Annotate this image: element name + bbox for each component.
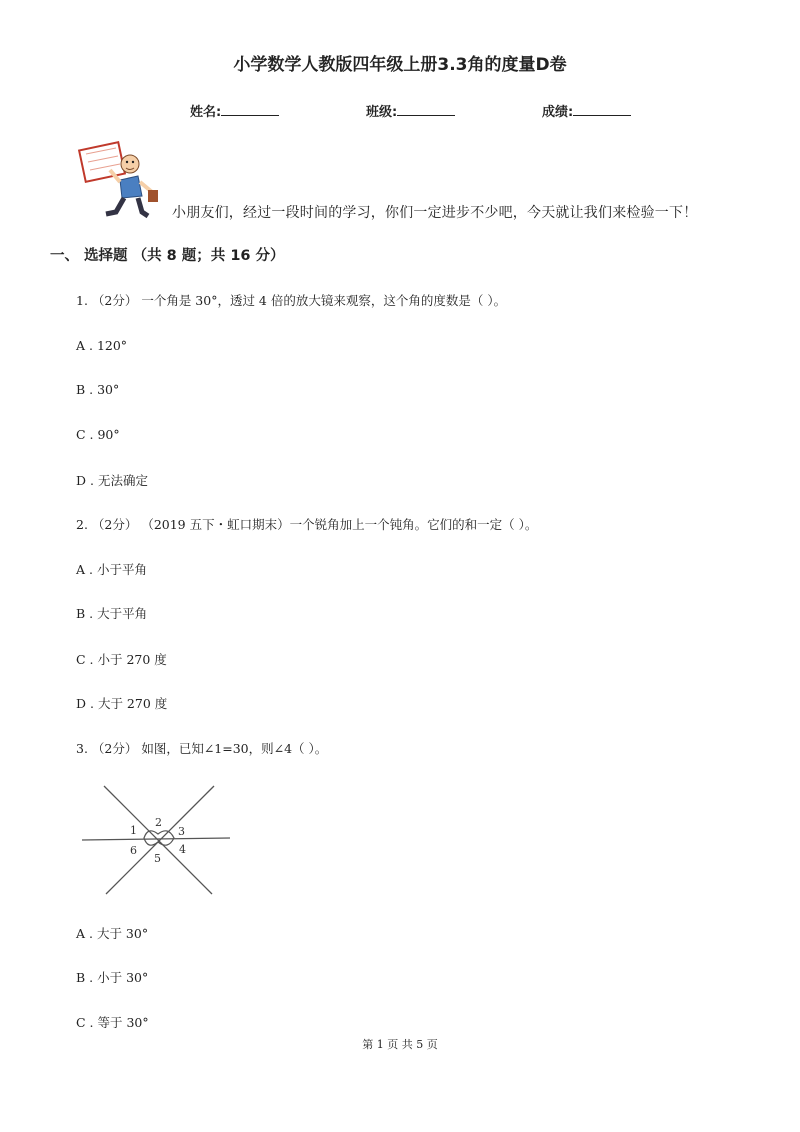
question-2-option-a[interactable]: A . 小于平角 — [76, 562, 147, 577]
section-heading: 一、 选择题 （共 8 题；共 16 分） — [50, 248, 285, 264]
angle-label-6: 6 — [130, 844, 137, 857]
score-field — [542, 101, 631, 120]
score-blank — [573, 104, 631, 116]
name-field — [190, 101, 279, 120]
question-1-stem: 1. （2分） 一个角是 30°，透过 4 倍的放大镜来观察，这个角的度数是（ ）。 — [76, 293, 507, 308]
question-3-option-a[interactable]: A . 大于 30° — [76, 926, 149, 941]
angle-label-1: 1 — [130, 824, 137, 837]
question-2-option-b[interactable]: B . 大于平角 — [76, 606, 148, 621]
question-3-option-b[interactable]: B . 小于 30° — [76, 970, 149, 985]
question-3-option-c[interactable]: C . 等于 30° — [76, 1015, 149, 1030]
question-2-stem: 2. （2分） （2019 五下・虹口期末）一个锐角加上一个钝角。它们的和一定（ ）。 — [76, 517, 538, 532]
class-field — [366, 101, 455, 120]
angle-label-4: 4 — [179, 843, 186, 856]
score-label: 成绩: — [542, 105, 574, 120]
question-3-stem: 3. （2分） 如图，已知∠1=30，则∠4（ ）。 — [76, 741, 328, 756]
question-2-option-c[interactable]: C . 小于 270 度 — [76, 652, 167, 667]
angle-label-5: 5 — [154, 852, 161, 865]
question-1-option-c[interactable]: C . 90° — [76, 427, 120, 442]
intro-text: 小朋友们，经过一段时间的学习，你们一定进步不少吧，今天就让我们来检验一下！ — [172, 205, 698, 221]
question-3-angle-figure — [78, 782, 234, 898]
angle-label-3: 3 — [178, 825, 185, 838]
page-footer: 第 1 页 共 5 页 — [362, 1038, 438, 1051]
class-blank — [397, 104, 455, 116]
angle-label-2: 2 — [155, 816, 162, 829]
question-1-option-b[interactable]: B . 30° — [76, 382, 120, 397]
question-1-option-d[interactable]: D . 无法确定 — [76, 473, 148, 488]
page-title: 小学数学人教版四年级上册3.3角的度量D卷 — [233, 55, 567, 75]
class-label: 班级: — [366, 105, 398, 120]
question-1-option-a[interactable]: A . 120° — [76, 338, 128, 353]
question-2-option-d[interactable]: D . 大于 270 度 — [76, 696, 168, 711]
name-label: 姓名: — [190, 105, 222, 120]
name-blank — [221, 104, 279, 116]
teacher-illustration — [76, 140, 168, 220]
